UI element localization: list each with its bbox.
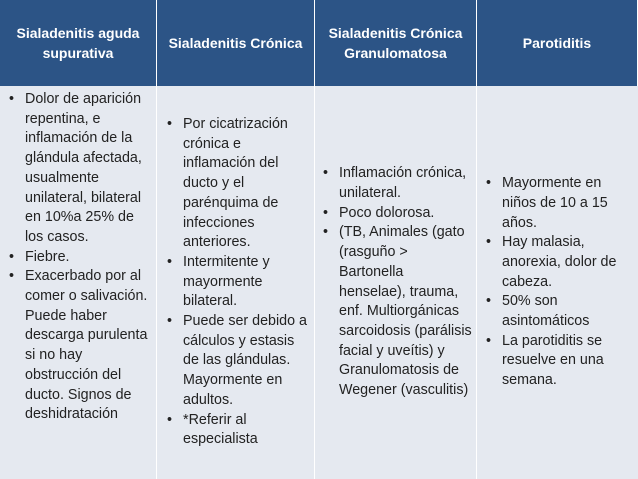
list-item: • Poco dolorosa. (320, 204, 472, 224)
bullet-list (315, 164, 472, 400)
bullet-list (157, 115, 312, 450)
list-item: • Hay malasia, anorexia, dolor de cabeza. (483, 233, 633, 292)
list-item: • Puede ser debido a cálculos y estasis de las glándulas. Mayormente en adultos. (164, 312, 312, 411)
list-item: • Dolor de aparición repentina, e inflamación de la glándula afectada, usualmente unilateral, bilateral en 10%a 25% de los casos. (6, 90, 156, 248)
bullet-list (477, 174, 633, 391)
cell-sialadenitis-cronica (157, 86, 315, 479)
list-item: • 50% son asintomáticos (483, 292, 633, 331)
header-label: Parotiditis (522, 35, 592, 51)
cell-sialadenitis-aguda (0, 86, 157, 479)
header-sialadenitis-aguda (0, 0, 157, 86)
header-label: Sialadenitis Crónica Granulomatosa (328, 25, 463, 61)
list-item: • Inflamación crónica, unilateral. (320, 164, 472, 203)
list-item: • Por cicatrización crónica e inflamación del ducto y el parénquima de infecciones anteriores. (164, 115, 312, 253)
header-label: Sialadenitis Crónica (168, 35, 303, 51)
cell-sialadenitis-granulomatosa (315, 86, 477, 479)
bullet-list (0, 90, 156, 425)
list-item: • Fiebre. (6, 248, 156, 268)
header-sialadenitis-cronica (157, 0, 315, 86)
list-item: • (TB, Animales (gato (rasguño > Bartonella henselae), trauma, enf. Multiorgánicas sarcoidosis (parálisis facial y uveítis) y Granulomatosis de Wegener (vasculitis) (320, 223, 472, 400)
list-item: • La parotiditis se resuelve en una semana. (483, 332, 633, 391)
header-sialadenitis-granulomatosa (315, 0, 477, 86)
header-label: Sialadenitis aguda supurativa (16, 25, 140, 61)
list-item: • Intermitente y mayormente bilateral. (164, 253, 312, 312)
list-item: • Mayormente en niños de 10 a 15 años. (483, 174, 633, 233)
list-item: • *Referir al especialista (164, 411, 312, 450)
header-parotiditis (477, 0, 638, 86)
cell-parotiditis (477, 86, 638, 479)
list-item: • Exacerbado por al comer o salivación. Puede haber descarga purulenta si no hay obstrucción del ducto. Signos de deshidratación (6, 267, 156, 425)
